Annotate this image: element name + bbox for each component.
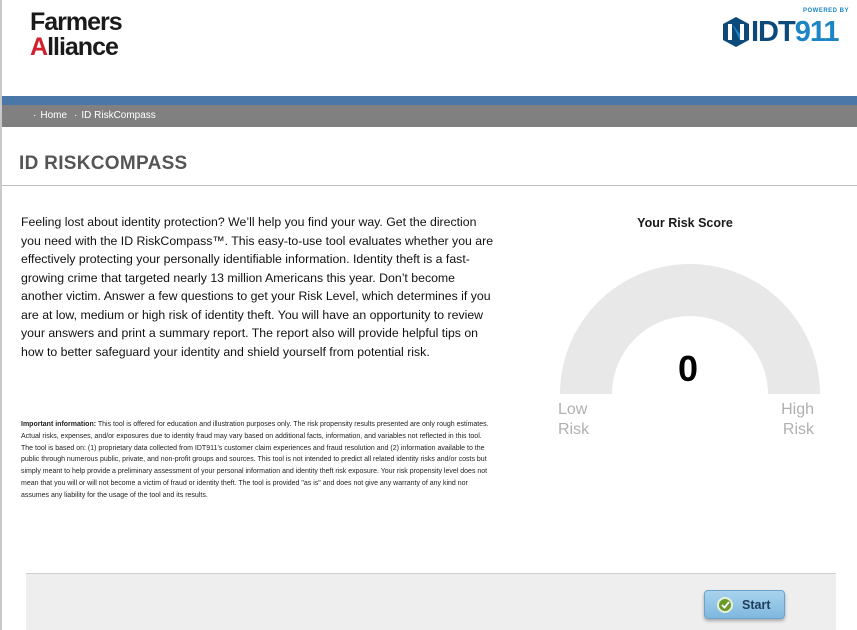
risk-score-value: 0 [677, 348, 699, 389]
disclaimer-heading: Important information: [21, 421, 97, 428]
partner-name-main: IDT [751, 16, 795, 48]
page-title: ID RISKCOMPASS [19, 153, 188, 174]
powered-by-label: POWERED BY [802, 8, 849, 14]
gauge-high-label [770, 400, 814, 440]
site-header [2, 0, 857, 96]
intro-paragraph: Feeling lost about identity protection? We’ll help you find your way. Get the direction you need with the ID RiskCompass™. This easy-to-use tool evaluates whether you are effectively protecting your personally identifiable information. Identity theft is a fast-growing crime that targeted nearly 13 million Americans this year. Don’t become another victim. Answer a few questions to get your Risk Level, which determines if you are at low, medium or high risk of identity theft. You will have an opportunity to review your answers and print a summary report. The report also will provide helpful tips on how to better safeguard your identity and shield yourself from potential risk. [21, 215, 494, 359]
brand-rest: lliance [47, 33, 118, 61]
brand-line-2 [30, 35, 150, 60]
title-divider [2, 185, 857, 186]
breadcrumb-home-label: Home [40, 110, 68, 121]
gauge-low-line-2: Risk [558, 421, 590, 438]
start-button[interactable] [704, 590, 785, 619]
risk-score-title: Your Risk Score [637, 216, 733, 230]
gauge-low-line-1: Low [558, 401, 588, 418]
breadcrumb-current-label: ID RiskCompass [81, 110, 156, 121]
brand-initial: A [30, 33, 48, 61]
gauge-low-label [558, 400, 589, 440]
partner-name-accent: 911 [794, 16, 839, 48]
disclaimer-text: This tool is offered for education and illustration purposes only. The risk propensity results presented are only rough estimates. Actual risks, expenses, and/or exposures due to identity fraud may vary based on additional facts, information, and variables not reflected in this tool. The tool is based on: (1) proprietary data collected from IDT911’s customer claim experiences and fraud resolution and (2) information available to the public through numerous public, private, and non-profit groups and sources. This tool is not intended to predict all related identity risks and/or costs but simply meant to help provide a preliminary assessment of your personal information and identity theft risk exposure. Your risk propensity level does not mean that you will or will not become a victim of fraud or identity theft. The tool is provided "as is" and does not give any warranty of any kind nor assumes any liability for the usage of the tool and its results. [21, 421, 489, 499]
start-button-label: Start [742, 597, 771, 612]
breadcrumb-bullet-icon: · [33, 110, 37, 121]
breadcrumb-item-current[interactable] [74, 110, 156, 121]
brand-line-1: Farmers [30, 8, 122, 36]
idt911-logo[interactable] [719, 8, 851, 48]
important-information [21, 419, 491, 501]
check-icon [717, 597, 733, 613]
idt911-wordmark [751, 17, 839, 47]
breadcrumb-item-home[interactable] [33, 110, 67, 121]
idt911-mark-icon [721, 16, 751, 48]
gauge-high-line-1: High [781, 401, 814, 418]
breadcrumb [2, 105, 857, 127]
header-blue-band [2, 96, 857, 105]
farmers-alliance-logo[interactable] [30, 10, 150, 62]
breadcrumb-bullet-icon: · [74, 110, 78, 121]
gauge-high-line-2: Risk [782, 421, 814, 438]
